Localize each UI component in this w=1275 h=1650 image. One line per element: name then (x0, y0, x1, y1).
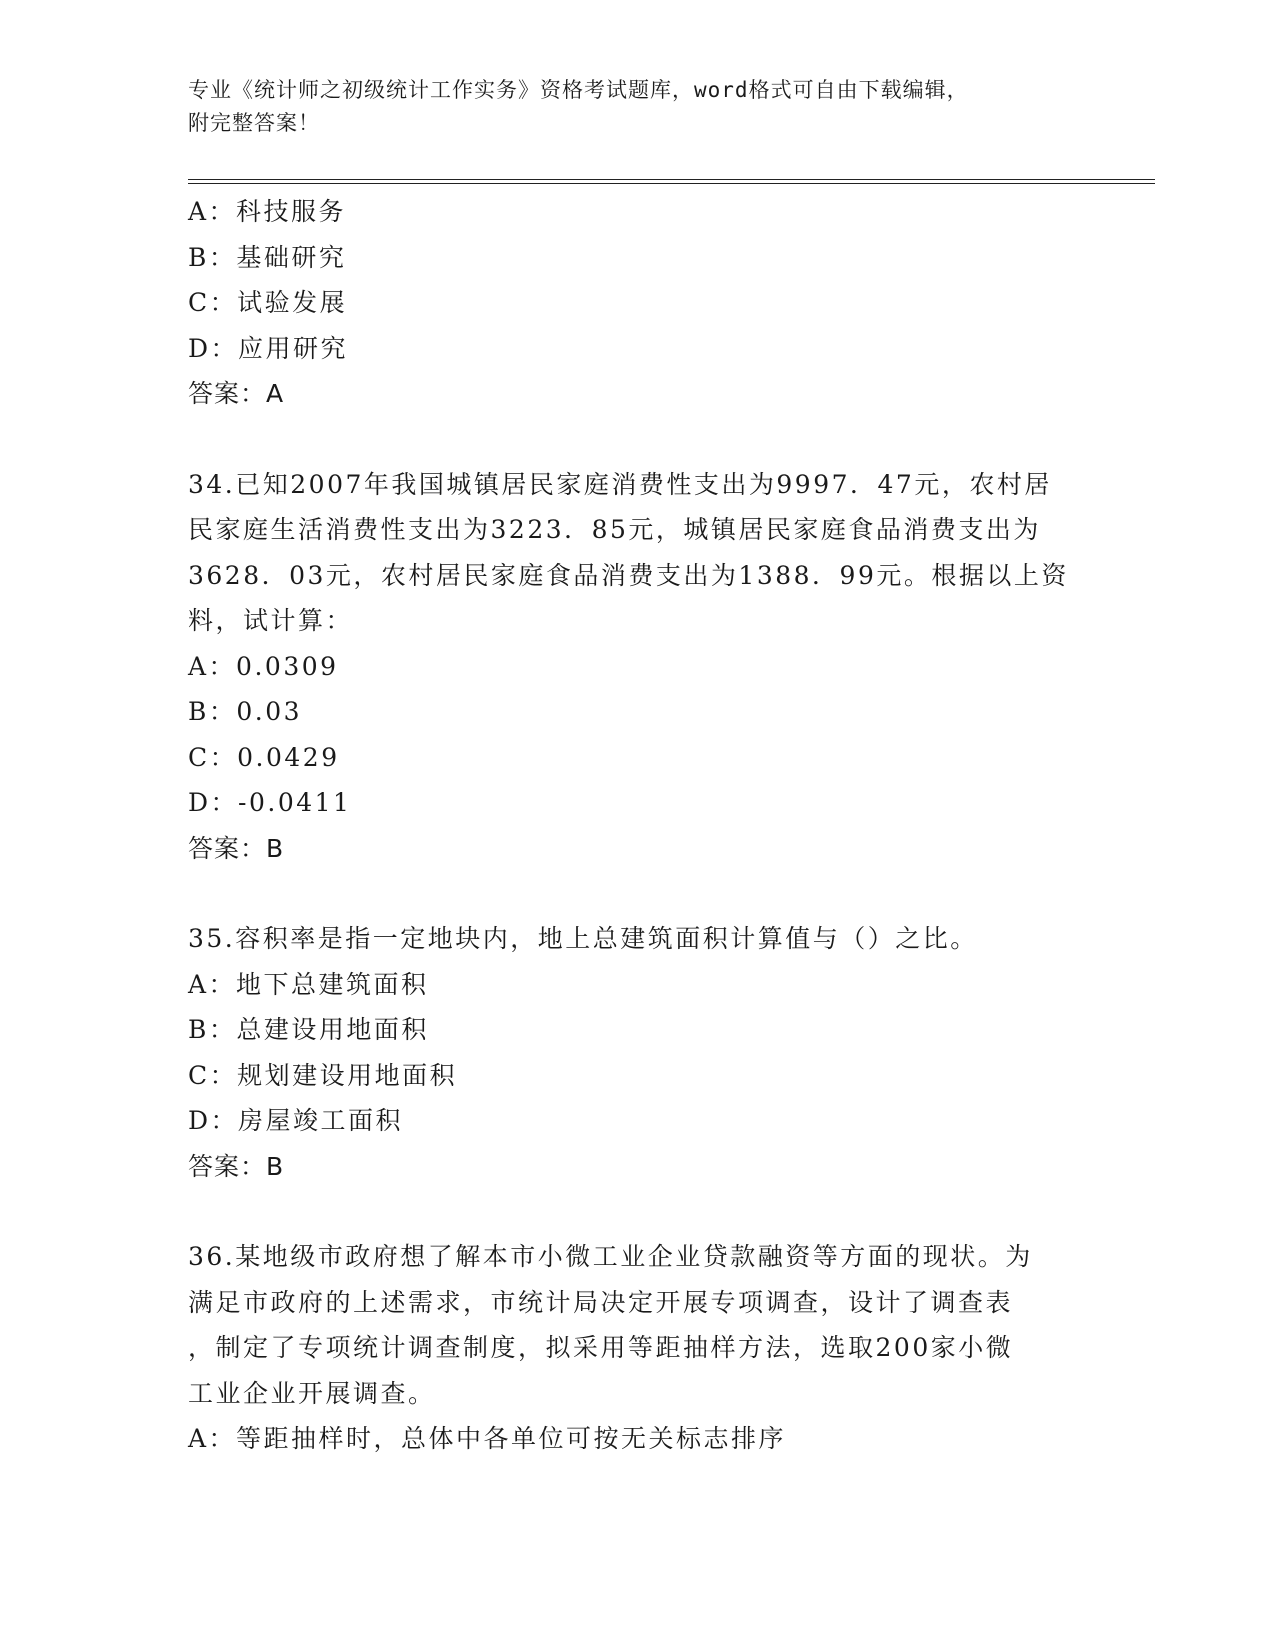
option-a: A：地下总建筑面积 (188, 969, 429, 999)
document-header (188, 74, 1088, 140)
question-stem-line: 满足市政府的上述需求，市统计局决定开展专项调查，设计了调查表 (188, 1287, 1014, 1317)
question-36 (188, 1234, 1088, 1462)
answer: 答案：A (188, 379, 285, 408)
option-b: B：总建设用地面积 (188, 1015, 429, 1044)
option-a: A：等距抽样时，总体中各单位可按无关标志排序 (188, 1424, 787, 1453)
question-stem-line: ，制定了专项统计调查制度，拟采用等距抽样方法，选取200家小微 (188, 1333, 1014, 1362)
question-stem-line: 3628．03元，农村居民家庭食品消费支出为1388．99元。根据以上资 (188, 560, 1069, 590)
question-35 (188, 916, 1088, 1189)
question-33 (188, 189, 1088, 417)
question-stem-line: 36.某地级市政府想了解本市小微工业企业贷款融资等方面的现状。为 (188, 1242, 1033, 1271)
header-line-1: 专业《统计师之初级统计工作实务》资格考试题库，word格式可自由下载编辑， (188, 78, 969, 102)
header-rule-top (188, 179, 1155, 180)
question-stem-line: 34.已知2007年我国城镇居民家庭消费性支出为9997．47元，农村居 (188, 469, 1052, 499)
question-stem-line: 工业企业开展调查。 (188, 1378, 436, 1408)
question-34 (188, 462, 1088, 872)
option-c: C：试验发展 (188, 288, 348, 317)
header-line-2: 附完整答案！ (188, 111, 320, 135)
option-d: D：应用研究 (188, 333, 349, 363)
answer: 答案：B (188, 1151, 285, 1181)
option-c: C：0.0429 (188, 742, 340, 772)
spacer (188, 871, 1088, 916)
spacer (188, 1189, 1088, 1234)
question-stem-line: 民家庭生活消费性支出为3223．85元，城镇居民家庭食品消费支出为 (188, 515, 1041, 544)
question-stem-line: 料，试计算： (188, 606, 354, 635)
option-a: A：0.0309 (188, 651, 339, 681)
header-rule-bottom (188, 183, 1155, 184)
option-d: D：-0.0411 (188, 788, 352, 817)
option-a: A：科技服务 (188, 197, 347, 226)
option-b: B：0.03 (188, 697, 303, 726)
spacer (188, 417, 1088, 462)
question-stem-line: 35.容积率是指一定地块内，地上总建筑面积计算值与（）之比。 (188, 924, 978, 953)
option-c: C：规划建设用地面积 (188, 1060, 458, 1090)
option-d: D：房屋竣工面积 (188, 1106, 404, 1135)
option-b: B：基础研究 (188, 242, 347, 272)
answer: 答案：B (188, 833, 285, 863)
question-content (188, 189, 1088, 1462)
